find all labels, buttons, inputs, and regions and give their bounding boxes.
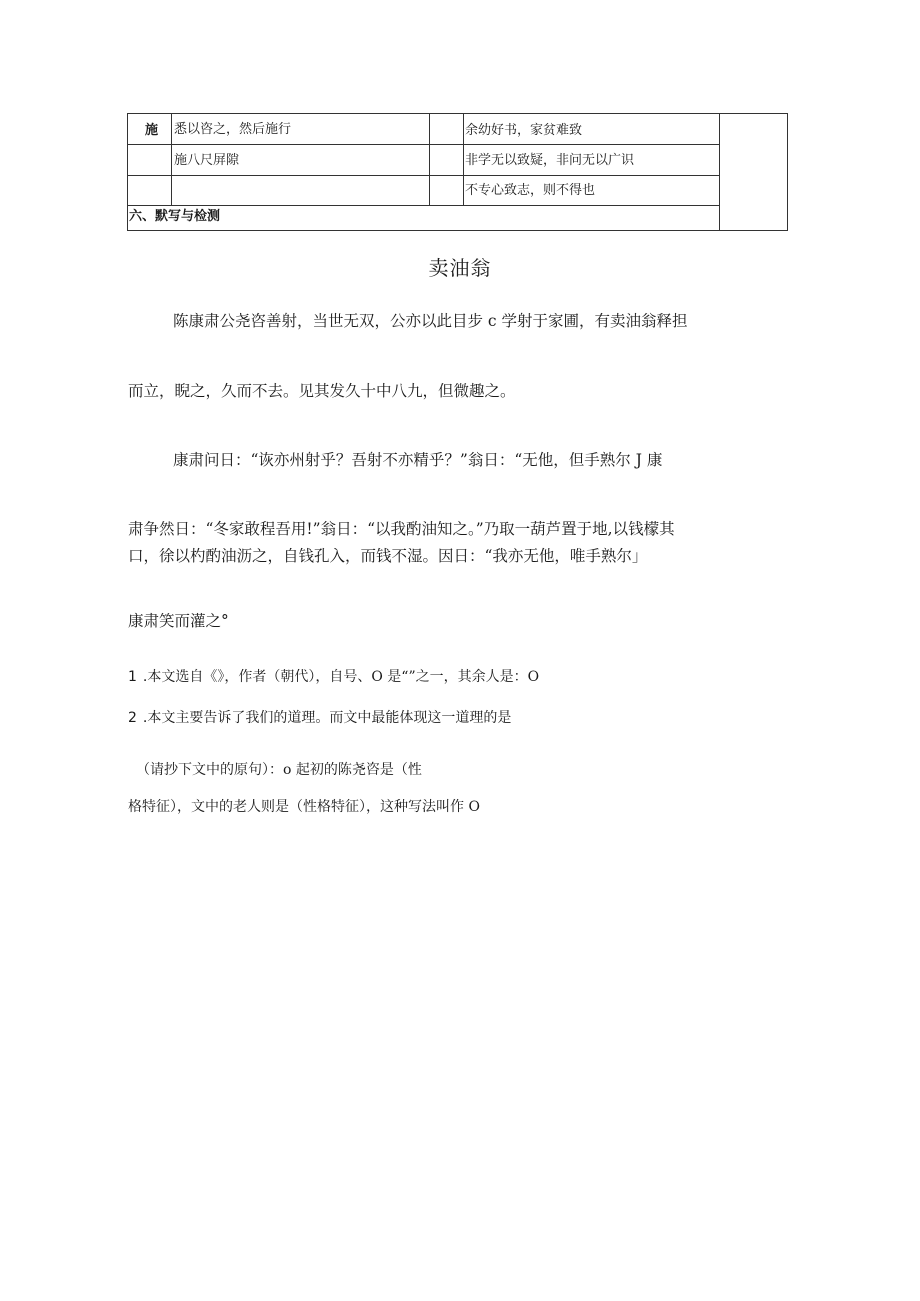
question-1-text: .本文选自《》，作者（朝代），自号、O 是“”之一，其余人是：O (142, 669, 540, 685)
paragraph-3-line-2: 口，徐以杓酌油沥之，自钱孔入，而钱不湿。因日：“我亦无他，唯手熟尔」 (128, 547, 648, 565)
question-2-continued-line-2: 格特征），文中的老人则是（性格特征），这种写法叫作 O (128, 799, 480, 815)
question-2-text: .本文主要告诉了我们的道理。而文中最能体现这一道理的是 (142, 710, 512, 726)
paragraph-4-line-1: 康肃笑而灌之° (128, 612, 229, 630)
table-row-2-col1: 施八尺屏隙 (174, 153, 240, 168)
table-row-1-key: 施 (145, 123, 159, 138)
paragraph-3-line-1: 肃争然日：“冬家敢程吾用!”翁日：“以我酌油知之。”乃取一葫芦置于地,以钱檬其 (128, 520, 675, 538)
question-1-number: 1 (128, 669, 137, 685)
question-2-continued-line-1: （请抄下文中的原句）：o 起初的陈尧咨是（性 (136, 762, 422, 778)
table-row-3-col3: 不专心致志，则不得也 (465, 183, 596, 198)
table-row-1-col1: 悉以咨之，然后施行 (174, 122, 292, 137)
table-row-1-col3: 余幼好书，家贫难致 (465, 123, 583, 138)
article-title: 卖油翁 (428, 256, 492, 280)
section-heading: 六、默写与检测 (129, 209, 221, 224)
table-row-2-col3: 非学无以致疑，非问无以广识 (465, 153, 635, 168)
question-1 (128, 666, 539, 686)
answer-table (127, 113, 788, 231)
paragraph-1-line-2: 而立，睨之，久而不去。见其发久十中八九，但微趣之。 (128, 382, 516, 400)
question-2-number: 2 (128, 710, 137, 726)
question-2 (128, 707, 511, 727)
paragraph-2-line-1: 康肃问日：“诙亦州射乎？吾射不亦精乎？”翁日：“无他，但手熟尔 J 康 (173, 451, 663, 469)
paragraph-1-line-1: 陈康肃公尧咨善射，当世无双，公亦以此目步 c 学射于家圃，有卖油翁释担 (173, 312, 688, 330)
